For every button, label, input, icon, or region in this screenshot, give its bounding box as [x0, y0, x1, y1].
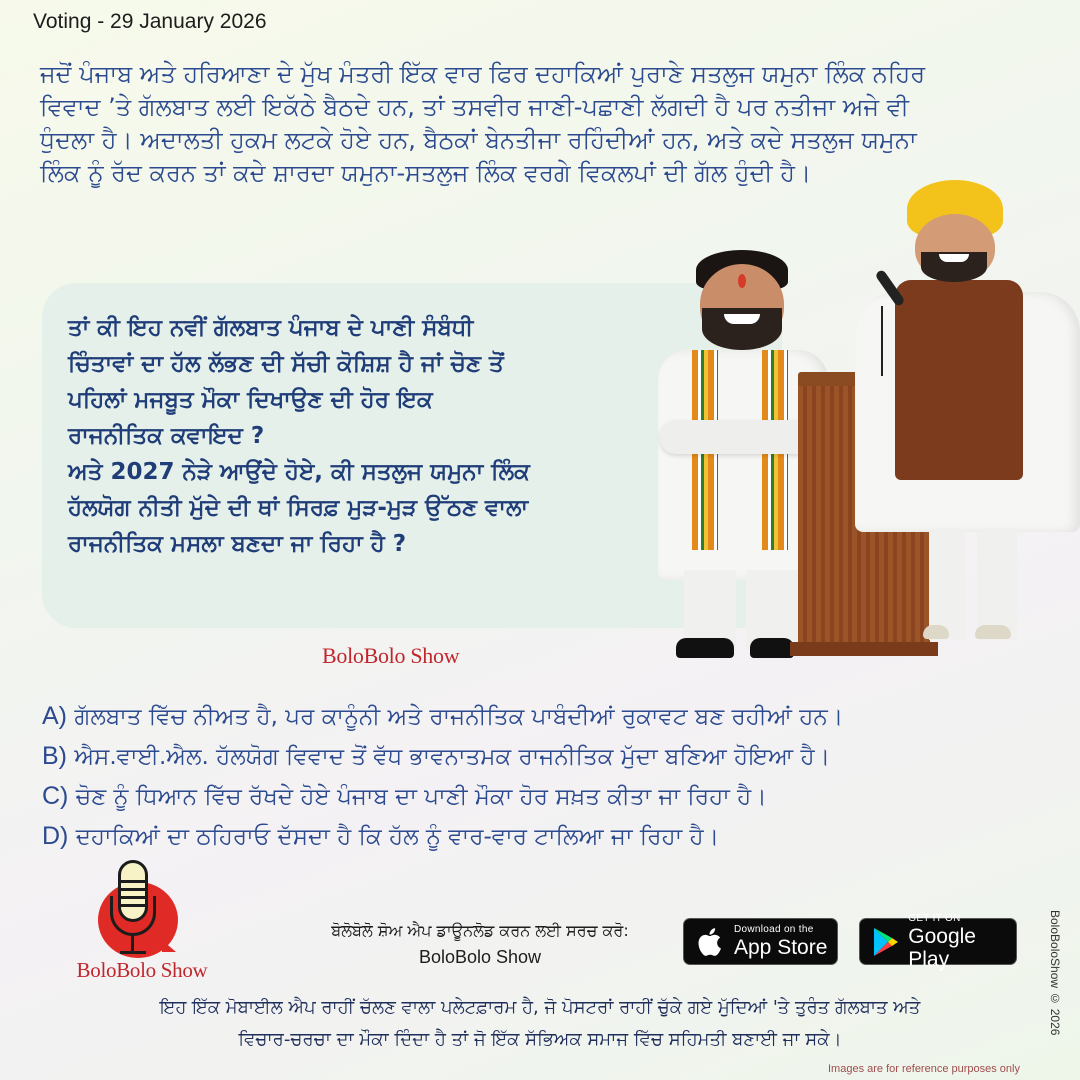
apple-icon	[696, 927, 726, 957]
copyright-notice: BoloBoloShow © 2026	[1048, 910, 1062, 1036]
bolobolo-logo	[62, 858, 222, 983]
right-politician-figure	[855, 180, 1080, 650]
app-store-button[interactable]: Download on the App Store	[683, 918, 838, 965]
intro-line: ਲਿੰਕ ਨੂੰ ਰੱਦ ਕਰਨ ਤਾਂ ਕਦੇ ਸ਼ਾਰਦਾ ਯਮੁਨਾ-ਸਤਲੁਜ ਲਿੰਕ ਵਰਗੇ ਵਿਕਲਪਾਂ ਦੀ ਗੱਲ ਹੁੰਦੀ ਹੈ।	[40, 159, 812, 187]
intro-line: ਧੁੰਦਲਾ ਹੈ। ਅਦਾਲਤੀ ਹੁਕਮ ਲਟਕੇ ਹੋਏ ਹਨ, ਬੈਠਕਾਂ ਬੇਨਤੀਜਾ ਰਹਿੰਦੀਆਂ ਹਨ, ਅਤੇ ਕਦੇ ਸਤਲੁਜ ਯਮੁਨਾ	[40, 126, 917, 154]
question-line: ਤਾਂ ਕੀ ਇਹ ਨਵੀਂ ਗੱਲਬਾਤ ਪੰਜਾਬ ਦੇ ਪਾਣੀ ਸੰਬੰਧੀ	[68, 315, 474, 341]
option-b[interactable]: B) ਐਸ.ਵਾਈ.ਐਲ. ਹੱਲਯੋਗ ਵਿਵਾਦ ਤੋਂ ਵੱਧ ਭਾਵਨਾਤਮਕ ਰਾਜਨੀਤਿਕ ਮੁੱਦਾ ਬਣਿਆ ਹੋਇਆ ਹੈ।	[42, 742, 831, 770]
poll-options	[42, 697, 1042, 857]
brand-watermark: BoloBolo Show	[322, 643, 460, 668]
question-line: ਪਹਿਲਾਂ ਮਜਬੂਤ ਮੌਕਾ ਦਿਖਾਉਣ ਦੀ ਹੋਰ ਇਕ	[68, 387, 433, 413]
question-line: ਹੱਲਯੋਗ ਨੀਤੀ ਮੁੱਦੇ ਦੀ ਥਾਂ ਸਿਰਫ਼ ਮੁੜ-ਮੁੜ ਉੱਠਣ ਵਾਲਾ	[68, 495, 529, 521]
intro-line: ਜਦੋਂ ਪੰਜਾਬ ਅਤੇ ਹਰਿਆਣਾ ਦੇ ਮੁੱਖ ਮੰਤਰੀ ਇੱਕ ਵਾਰ ਫਿਰ ਦਹਾਕਿਆਂ ਪੁਰਾਣੇ ਸਤਲੁਜ ਯਮੁਨਾ ਲਿੰਕ ਨਹਿਰ	[40, 60, 926, 88]
logo-text: BoloBolo Show	[76, 958, 208, 982]
voting-date: Voting - 29 January 2026	[33, 10, 267, 33]
download-prompt: ਬੋਲੋਬੋਲੋ ਸ਼ੋਅ ਐਪ ਡਾਊਨਲੋਡ ਕਰਨ ਲਈ ਸਰਚ ਕਰੋ: BoloBolo Show	[290, 918, 670, 970]
image-disclaimer: Images are for reference purposes only	[828, 1063, 1020, 1075]
option-a[interactable]: A) ਗੱਲਬਾਤ ਵਿੱਚ ਨੀਅਤ ਹੈ, ਪਰ ਕਾਨੂੰਨੀ ਅਤੇ ਰਾਜਨੀਤਿਕ ਪਾਬੰਦੀਆਂ ਰੁਕਾਵਟ ਬਣ ਰਹੀਆਂ ਹਨ।	[42, 702, 844, 730]
question-line: ਚਿੰਤਾਵਾਂ ਦਾ ਹੱਲ ਲੱਭਣ ਦੀ ਸੱਚੀ ਕੋਸ਼ਿਸ਼ ਹੈ ਜਾਂ ਚੋਣ ਤੋਂ	[68, 351, 504, 377]
question-line: ਰਾਜਨੀਤਿਕ ਮਸਲਾ ਬਣਦਾ ਜਾ ਰਿਹਾ ਹੈ ?	[68, 531, 407, 557]
intro-paragraph	[40, 58, 1040, 190]
poll-question	[68, 310, 668, 562]
google-play-button[interactable]: GET IT ON Google Play	[859, 918, 1017, 965]
google-play-icon	[872, 927, 900, 957]
app-name: BoloBolo Show	[418, 947, 542, 967]
option-c[interactable]: C) ਚੋਣ ਨੂੰ ਧਿਆਨ ਵਿੱਚ ਰੱਖਦੇ ਹੋਏ ਪੰਜਾਬ ਦਾ ਪਾਣੀ ਮੌਕਾ ਹੋਰ ਸਖ਼ਤ ਕੀਤਾ ਜਾ ਰਿਹਾ ਹੈ।	[42, 782, 767, 810]
intro-line: ਵਿਵਾਦ ’ਤੇ ਗੱਲਬਾਤ ਲਈ ਇਕੱਠੇ ਬੈਠਦੇ ਹਨ, ਤਾਂ ਤਸਵੀਰ ਜਾਣੀ-ਪਛਾਣੀ ਲੱਗਦੀ ਹੈ ਪਰ ਨਤੀਜਾ ਅਜੇ ਵੀ	[40, 93, 909, 121]
option-d[interactable]: D) ਦਹਾਕਿਆਂ ਦਾ ਠਹਿਰਾਓ ਦੱਸਦਾ ਹੈ ਕਿ ਹੱਲ ਨੂੰ ਵਾਰ-ਵਾਰ ਟਾਲਿਆ ਜਾ ਰਿਹਾ ਹੈ।	[42, 822, 720, 850]
question-line: ਰਾਜਨੀਤਿਕ ਕਵਾਇਦ ?	[68, 423, 265, 449]
politicians-illustration	[650, 180, 1080, 665]
platform-description: ਇਹ ਇੱਕ ਮੋਬਾਈਲ ਐਪ ਰਾਹੀਂ ਚੱਲਣ ਵਾਲਾ ਪਲੇਟਫ਼ਾਰਮ ਹੈ, ਜੋ ਪੋਸਟਰਾਂ ਰਾਹੀਂ ਚੁੱਕੇ ਗਏ ਮੁੱਦਿਆਂ 'ਤੇ ਤੁਰੰਤ ਗੱਲਬਾਤ ਅਤੇ ਵਿਚਾਰ-ਚਰਚਾ ਦਾ ਮੌਕਾ ਦਿੰਦਾ ਹੈ ਤਾਂ ਜੋ ਇੱਕ ਸੱਭਿਅਕ ਸਮਾਜ ਵਿੱਚ ਸਹਿਮਤੀ ਬਣਾਈ ਜਾ ਸਕੇ।	[159, 997, 921, 1050]
microphone-icon	[118, 860, 148, 922]
question-line: ਅਤੇ 2027 ਨੇੜੇ ਆਉਂਦੇ ਹੋਏ, ਕੀ ਸਤਲੁਜ ਯਮੁਨਾ ਲਿੰਕ	[68, 459, 530, 485]
